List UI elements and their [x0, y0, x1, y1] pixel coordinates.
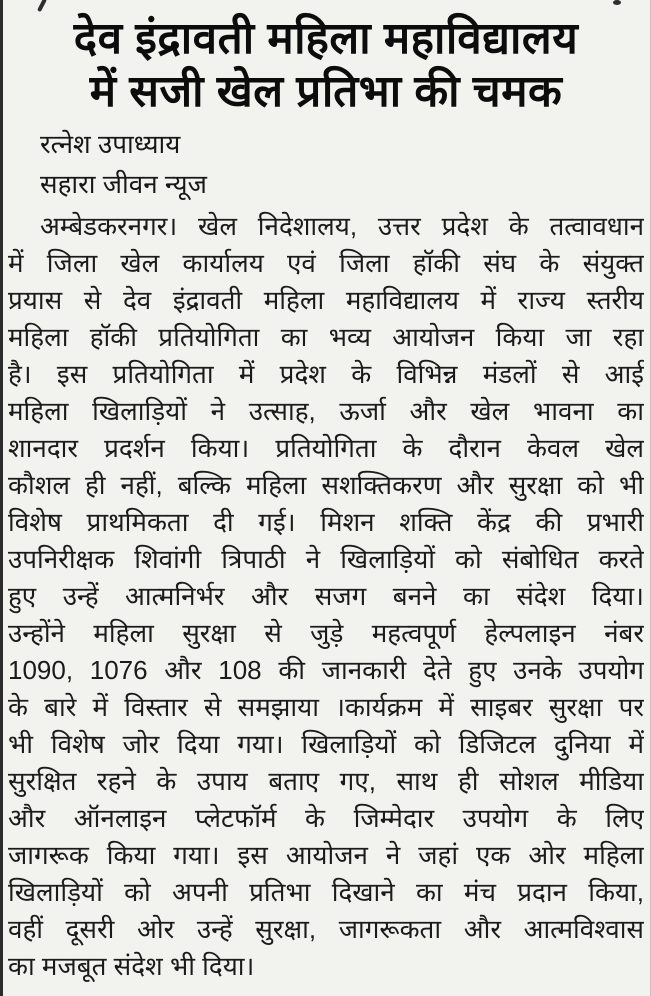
body-text-line: उपनिरीक्षक शिवांगी त्रिपाठी ने खिलाड़ियों को संबोधित करते — [8, 544, 644, 574]
headline-line-1: देव इंद्रावती महिला महाविद्यालय — [73, 14, 579, 63]
body-text-line: उन्होंने महिला सुरक्षा से जुड़े महत्वपूर्ण हेल्पलाइन नंबर — [8, 618, 644, 648]
article-body — [8, 208, 644, 985]
body-text-line: प्रयास से देव इंद्रावती महिला महाविद्यालय में राज्य स्तरीय — [8, 285, 644, 315]
body-text-line: महिला हॉकी प्रतियोगिता का भव्य आयोजन किया जा रहा — [8, 322, 644, 352]
byline-block — [40, 124, 644, 204]
body-text-line: भी विशेष जोर दिया गया। खिलाड़ियों को डिजिटल दुनिया में — [8, 729, 644, 759]
body-text-line: का मजबूत संदेश भी दिया। — [8, 951, 255, 981]
scan-artifact-mark — [37, 0, 47, 12]
body-text-line: और ऑनलाइन प्लेटफॉर्म के जिम्मेदार उपयोग के लिए — [8, 803, 644, 833]
body-text-line: खिलाड़ियों को अपनी प्रतिभा दिखाने का मंच प्रदान किया, — [8, 877, 644, 907]
body-text-line: विशेष प्राथमिकता दी गई। मिशन शक्ति केंद्र की प्रभारी — [8, 507, 644, 537]
scan-artifact-dot — [613, 0, 621, 5]
body-text-line: वहीं दूसरी ओर उन्हें सुरक्षा, जागरूकता और आत्मविश्वास — [8, 914, 644, 944]
body-text-line: सुरक्षित रहने के उपाय बताए गए, साथ ही सोशल मीडिया — [8, 766, 644, 796]
body-text-line: अम्बेडकरनगर। खेल निदेशालय, उत्तर प्रदेश के तत्वावधान — [40, 211, 644, 241]
headline-line-2: में सजी खेल प्रतिभा की चमक — [89, 67, 563, 116]
body-text-line: कौशल ही नहीं, बल्कि महिला सशक्तिकरण और सुरक्षा को भी — [8, 470, 644, 500]
body-text-line: शानदार प्रदर्शन किया। प्रतियोगिता के दौरान केवल खेल — [8, 433, 644, 463]
body-text-line: में जिला खेल कार्यालय एवं जिला हॉकी संघ के संयुक्त — [8, 248, 644, 278]
body-text-line: हुए उन्हें आत्मनिर्भर और सजग बनने का संदेश दिया। — [8, 581, 644, 611]
body-text-line: है। इस प्रतियोगिता में प्रदेश के विभिन्न मंडलों से आई — [8, 359, 644, 389]
reporter-byline: रत्नेश उपाध्याय — [40, 129, 181, 159]
article-headline — [10, 12, 642, 118]
body-text-line: महिला खिलाड़ियों ने उत्साह, ऊर्जा और खेल भावना का — [8, 396, 644, 426]
body-text-line: जागरूक किया गया। इस आयोजन ने जहां एक ओर महिला — [8, 840, 644, 870]
body-text-line: के बारे में विस्तार से समझाया ।कार्यक्रम में साइबर सुरक्षा पर — [8, 692, 644, 722]
body-text-line: 1090, 1076 और 108 की जानकारी देते हुए उनके उपयोग — [8, 655, 644, 685]
news-agency: सहारा जीवन न्यूज — [40, 169, 207, 199]
